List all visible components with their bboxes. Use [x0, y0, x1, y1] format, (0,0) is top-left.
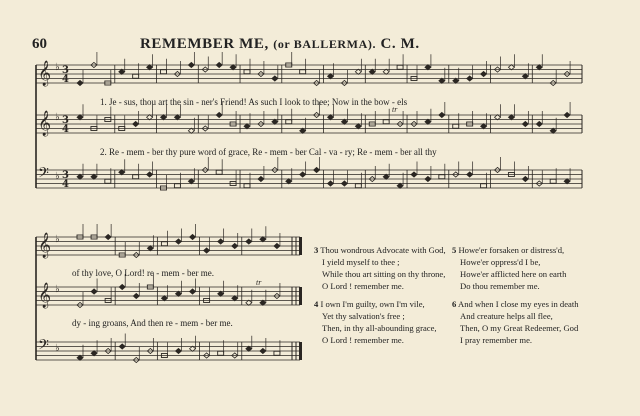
system2-staff1-note [147, 246, 153, 251]
system1-staff3-note [174, 184, 180, 188]
system1-staff1-note [481, 71, 487, 76]
system1-staff3-note [564, 179, 570, 184]
system2-staff3-note [260, 348, 266, 353]
system1-staff3-note [383, 174, 389, 179]
system1-staff2-note [161, 115, 167, 120]
system1-staff1-note [328, 74, 334, 79]
system1-staff3-note [258, 176, 264, 181]
system2-staff1-key-flat: ♭ [55, 234, 60, 245]
system1-staff1-note [300, 70, 306, 74]
system1-staff2-note [536, 121, 542, 126]
system1-staff1-note [536, 65, 542, 70]
system1-staff2-note [272, 119, 278, 124]
system2-staff3-note [77, 355, 83, 360]
system1-staff3-note [439, 175, 445, 179]
system2-staff2-note [260, 300, 266, 305]
system1-staff3-note [355, 184, 361, 188]
title-meter: C. M. [380, 36, 420, 52]
system2-staff1-note [190, 234, 196, 239]
system2-staff3-clef: 𝄢 [38, 337, 49, 357]
system1-staff2-note [522, 121, 528, 126]
system2-staff1-final-thick [299, 237, 302, 255]
trill-ornament: tr [256, 278, 262, 287]
system1-staff1-note [467, 76, 473, 81]
verse-4: 4 I own I'm guilty, own I'm vile, Yet thy salvation's free ; Then, in thy all-abounding grace, O Lord ! remember me. [314, 299, 437, 345]
system2-staff1-note [246, 239, 252, 244]
system2-staff3-note [274, 351, 280, 355]
system1-staff2-time-top: 3 [62, 115, 69, 126]
system2-staff1-note [274, 243, 280, 248]
system1-staff2-note [133, 121, 139, 126]
system1-staff3-note [341, 181, 347, 186]
system1-staff3-time-bottom: 4 [62, 179, 69, 190]
system1-staff1-note [230, 65, 236, 70]
verse-3: 3 Thou wondrous Advocate with God, I yield myself to thee ; While thou art sitting on thy throne, O Lord ! remember me. [314, 245, 446, 291]
system1-staff2-note [174, 115, 180, 120]
system1-staff3-note [300, 172, 306, 177]
lyric-system2-line2: dy - ing groans, And then re - mem - ber me. [72, 318, 233, 328]
system1-staff1-note [216, 62, 222, 67]
lyric-system1-line1: 1. Je - sus, thou art the sin - ner's Friend! As such I look to thee; Now in the bow - els [100, 97, 408, 107]
verse-5: 5 Howe'er forsaken or distress'd, Howe'er oppress'd I be, Howe'er afflicted here on earth Do thou remember me. [452, 245, 567, 291]
system1-staff2-key-flat: ♭ [55, 112, 60, 123]
system2-staff3-note [246, 346, 252, 351]
system1-staff3-note [397, 183, 403, 188]
trill-ornament: tr [392, 105, 398, 114]
system2-staff3-final-thick [299, 342, 302, 360]
system1-staff3-note [425, 176, 431, 181]
system2-staff2-key-flat: ♭ [55, 284, 60, 295]
system2-staff3-note [91, 351, 97, 356]
system1-staff1-key-flat: ♭ [55, 62, 60, 73]
title-alt: (or BALLERMA). [273, 37, 377, 51]
system1-staff3-note [411, 172, 417, 177]
system2-staff1-note [204, 248, 210, 253]
system2-staff2-note [175, 291, 181, 296]
system1-staff1-note [425, 65, 431, 70]
system2-staff3-note [190, 346, 196, 351]
system1-staff2-note [550, 128, 556, 133]
system1-staff1-note [453, 78, 459, 83]
system1-staff2-note [286, 120, 292, 124]
system1-staff1-note [133, 74, 139, 78]
system1-staff1-note [355, 69, 361, 74]
system1-staff3-note [522, 176, 528, 181]
system1-staff3-note [119, 170, 125, 175]
system1-staff2-note [383, 120, 389, 124]
system1-staff1-note [522, 74, 528, 79]
system1-staff2-note [77, 115, 83, 120]
system1-staff2-note [188, 128, 194, 133]
system2-staff2-note [161, 296, 167, 301]
system1-staff1-note [119, 69, 125, 74]
system1-staff1-note [77, 80, 83, 85]
system1-staff2-note [425, 119, 431, 124]
system1-staff1-clef: 𝄞 [38, 61, 52, 86]
system1-staff1-note [369, 69, 375, 74]
system1-staff2-note [508, 115, 514, 120]
system1-staff2-note [564, 112, 570, 117]
system1-staff1-note [383, 69, 389, 74]
system2-staff2-clef: 𝄞 [38, 283, 52, 308]
system1-staff3-note [188, 179, 194, 184]
system2-staff1-note [161, 242, 167, 246]
system2-staff2-note [218, 291, 224, 296]
system1-staff2-note [341, 119, 347, 124]
system1-staff3-note [216, 170, 222, 174]
system1-staff2-note [328, 115, 334, 120]
system1-staff2-note [481, 124, 487, 129]
page-number: 60 [32, 36, 47, 52]
system2-staff2-note [232, 296, 238, 301]
system1-staff3-key-flat: ♭ [55, 171, 60, 182]
system1-staff3-time-top: 3 [62, 170, 69, 181]
system1-staff2-note [216, 112, 222, 117]
system1-staff2-time-bottom: 4 [62, 124, 69, 135]
system2-staff2-final-thick [299, 287, 302, 305]
system2-staff3-note [175, 348, 181, 353]
system1-staff3-note [133, 175, 139, 179]
system2-staff3-key-flat: ♭ [55, 343, 60, 354]
system1-staff2-note [300, 128, 306, 133]
lyric-system2-line1: of thy love, O Lord! re - mem - ber me. [72, 268, 214, 278]
system1-staff1-time-bottom: 4 [62, 74, 69, 85]
system2-staff1-note [105, 234, 111, 239]
system2-staff1-note [175, 239, 181, 244]
system1-staff1-time-top: 3 [62, 65, 69, 76]
system1-staff3-note [105, 179, 111, 183]
system2-staff2-note [119, 284, 125, 289]
system1-staff2-note [495, 115, 501, 120]
system1-staff1-note [439, 78, 445, 83]
system1-staff3-note [286, 179, 292, 184]
system2-staff3-note [119, 344, 125, 349]
system1-staff1-note [397, 65, 403, 69]
system1-staff1-note [147, 65, 153, 70]
system2-staff2-note [91, 289, 97, 294]
system1-staff1-note [272, 76, 278, 81]
title-main: REMEMBER ME, [140, 36, 269, 52]
system1-staff1-note [508, 65, 514, 70]
system1-staff3-note [77, 174, 83, 179]
verse-6: 6 And when I close my eyes in death And creature helps all flee, Then, O my Great Redeemer, God I pray remember me. [452, 299, 579, 345]
system1-staff3-note [467, 172, 473, 177]
system1-staff2-note [453, 124, 459, 128]
system2-staff2-note [133, 293, 139, 298]
system1-staff1-note [188, 62, 194, 67]
system1-staff1-note [244, 70, 250, 74]
system2-staff1-clef: 𝄞 [38, 233, 52, 258]
system2-staff2-note [190, 289, 196, 294]
system1-staff3-note [91, 174, 97, 179]
lyric-system1-line2: 2. Re - mem - ber thy pure word of grace, Re - mem - ber Cal - va - ry; Re - mem - ber all thy [100, 147, 437, 157]
system1-staff2-note [244, 124, 250, 129]
system1-staff3-note [244, 184, 250, 188]
system1-staff2-note [147, 115, 153, 120]
system1-staff3-note [550, 179, 556, 183]
system1-staff3-clef: 𝄢 [38, 165, 49, 185]
system1-staff3-note [147, 172, 153, 177]
system2-staff1-note [260, 237, 266, 242]
system2-staff1-note [218, 239, 224, 244]
system2-staff2-note [246, 300, 252, 305]
system2-staff1-note [232, 243, 238, 248]
system1-staff3-note [481, 184, 487, 188]
system1-staff3-note [328, 181, 334, 186]
system1-staff3-note [314, 167, 320, 172]
system1-staff1-note [161, 70, 167, 74]
system2-staff3-note [218, 351, 224, 355]
system1-staff2-clef: 𝄞 [38, 111, 52, 136]
system1-staff2-note [355, 124, 361, 129]
system1-staff2-note [439, 112, 445, 117]
